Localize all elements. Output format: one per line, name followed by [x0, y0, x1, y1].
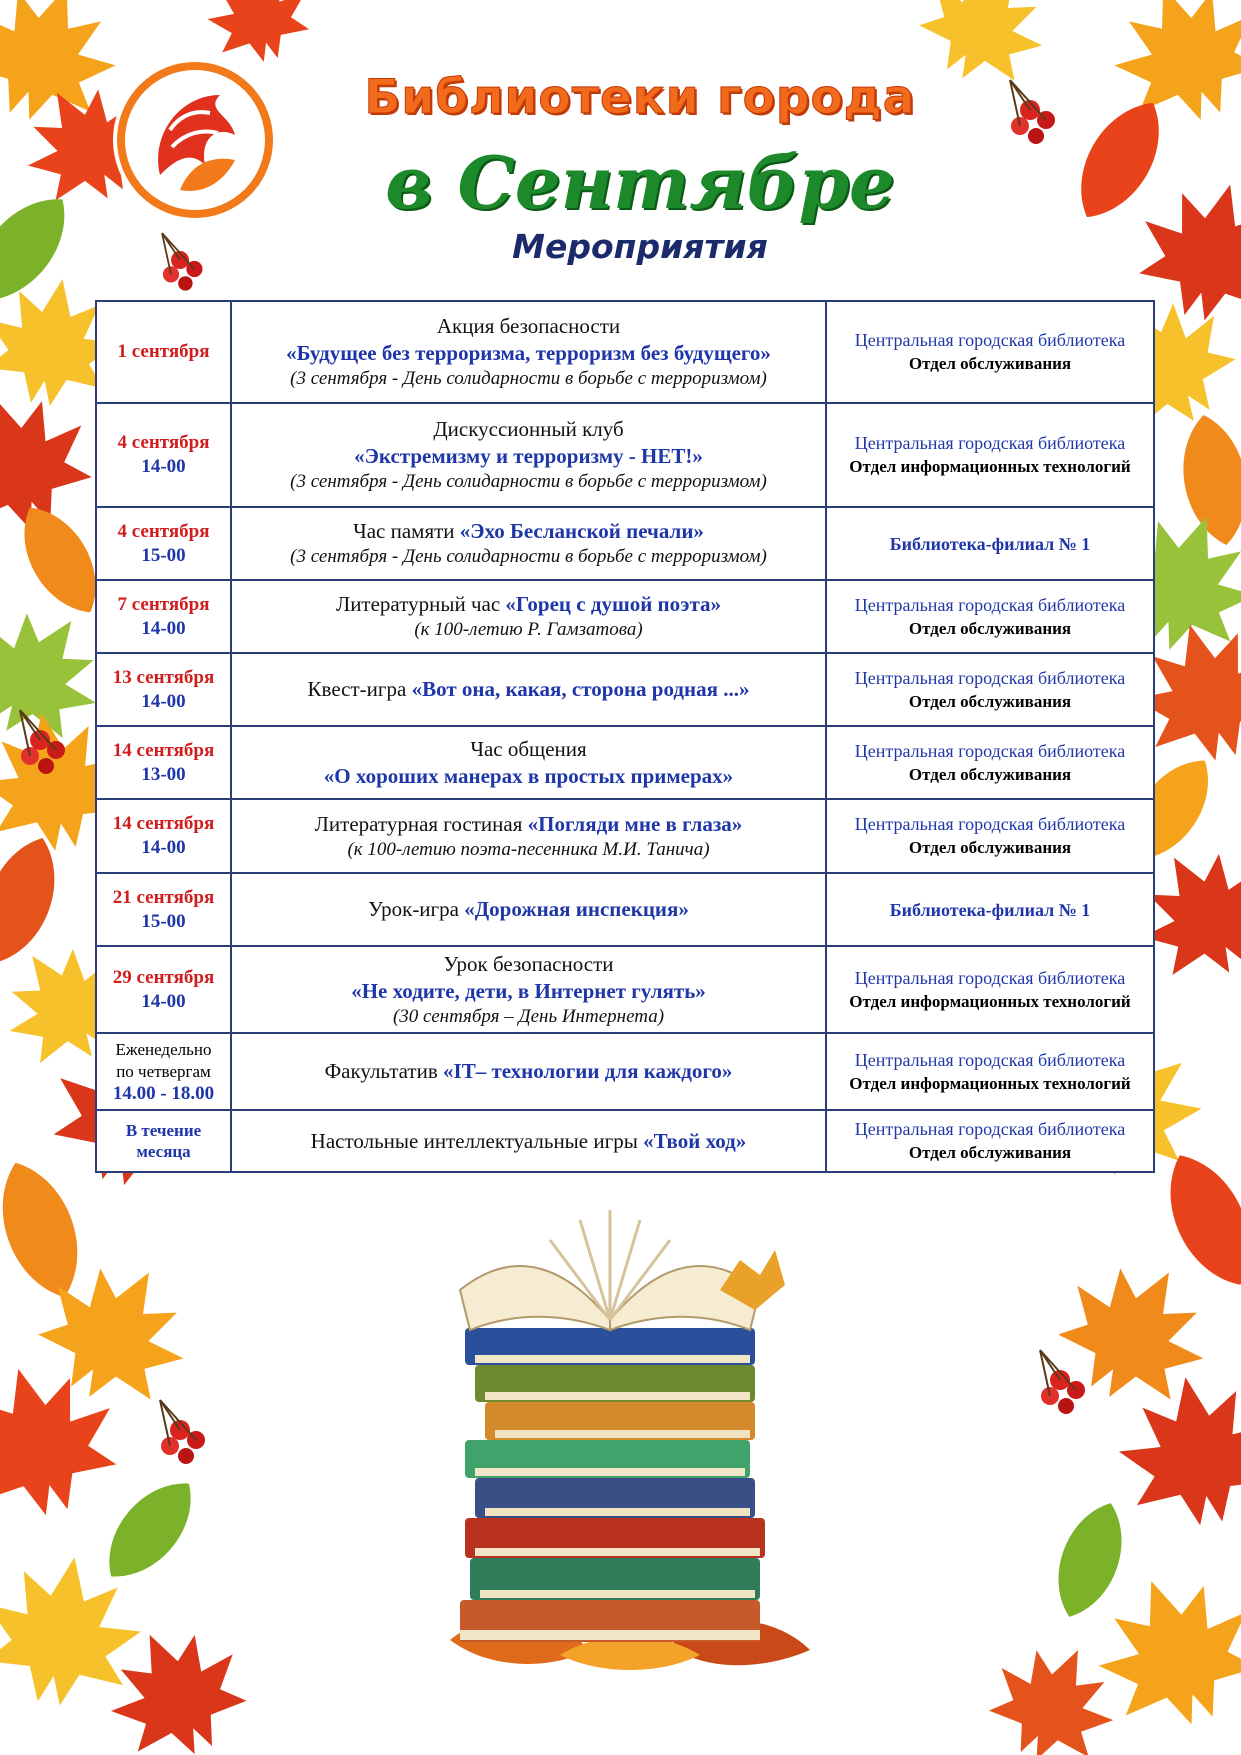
- event-department: Отдел обслуживания: [908, 764, 1072, 784]
- event-row: [96, 1033, 1154, 1110]
- event-cell: [231, 1110, 826, 1172]
- event-place-cell: [826, 799, 1154, 873]
- event-place-cell: [826, 726, 1154, 799]
- book-stack-icon: [440, 1200, 820, 1680]
- event-name: «Горец с душой поэта»: [505, 592, 722, 616]
- event-type: Час памяти: [353, 519, 455, 543]
- event-time: 14-00: [141, 690, 186, 712]
- event-type: Литературная гостиная: [314, 811, 523, 836]
- event-name: «Эхо Бесланской печали»: [459, 519, 704, 543]
- event-cell: [231, 1033, 826, 1110]
- event-date-cell: [96, 403, 231, 507]
- event-department: Отдел информационных технологий: [849, 1073, 1131, 1093]
- event-type: Литературный час: [335, 592, 501, 616]
- event-cell: [231, 653, 826, 726]
- event-name: «Погляди мне в глаза»: [527, 811, 743, 836]
- event-date: 4 сентября: [117, 520, 210, 542]
- event-name: «Не ходите, дети, в Интернет гулять»: [351, 978, 706, 1003]
- event-date: по четвергам: [116, 1061, 211, 1081]
- event-name: «Будущее без терроризма, терроризм без будущего»: [286, 341, 771, 365]
- events-table: [95, 300, 1155, 1173]
- event-date: 13 сентября: [112, 666, 215, 688]
- event-name: «О хороших манерах в простых примерах»: [323, 763, 734, 788]
- event-place-cell: [826, 653, 1154, 726]
- event-date-cell: [96, 1033, 231, 1110]
- event-place-cell: [826, 873, 1154, 946]
- event-place-cell: [826, 1110, 1154, 1172]
- event-place-cell: [826, 403, 1154, 507]
- event-date: 7 сентября: [117, 593, 210, 615]
- event-library: Центральная городская библиотека: [854, 967, 1126, 988]
- event-library: Центральная городская библиотека: [854, 594, 1126, 615]
- event-name: «Дорожная инспекция»: [464, 897, 689, 921]
- event-date-cell: [96, 799, 231, 873]
- event-cell: [231, 873, 826, 946]
- event-date: месяца: [136, 1142, 191, 1161]
- event-date-cell: [96, 653, 231, 726]
- event-date-cell: [96, 946, 231, 1033]
- event-time: 15-00: [141, 544, 186, 566]
- event-date-cell: [96, 1110, 231, 1172]
- event-date: 14 сентября: [112, 813, 215, 834]
- phoenix-logo: [110, 55, 280, 225]
- event-library: Центральная городская библиотека: [854, 1049, 1126, 1070]
- event-date: 14 сентября: [112, 739, 215, 761]
- event-date: В течение: [125, 1121, 202, 1140]
- event-date-cell: [96, 301, 231, 403]
- event-library: Центральная городская библиотека: [854, 667, 1126, 688]
- event-cell: [231, 507, 826, 580]
- event-cell: [231, 946, 826, 1033]
- event-name: «Экстремизму и терроризму - НЕТ!»: [354, 444, 703, 468]
- event-library: Центральная городская библиотека: [854, 740, 1126, 761]
- event-place-cell: [826, 301, 1154, 403]
- event-time: 14-00: [141, 990, 186, 1012]
- poster-subtitle: Мероприятия: [512, 227, 768, 266]
- event-department: Отдел информационных технологий: [849, 457, 1131, 476]
- event-library: Центральная городская библиотека: [854, 1119, 1126, 1139]
- event-date-cell: [96, 507, 231, 580]
- event-department: Отдел обслуживания: [908, 691, 1072, 711]
- event-row: [96, 653, 1154, 726]
- event-type: Факультатив: [324, 1059, 438, 1083]
- poster-title-month: в Сентябре: [385, 140, 895, 225]
- event-cell: [231, 301, 826, 403]
- event-library: Центральная городская библиотека: [854, 433, 1126, 453]
- event-department: Отдел обслуживания: [908, 618, 1072, 638]
- event-cell: [231, 403, 826, 507]
- event-note: (к 100-летию поэта-песенника М.И. Танича): [347, 838, 710, 860]
- event-note: (3 сентября - День солидарности в борьбе с терроризмом): [290, 368, 767, 389]
- event-type: Настольные интеллектуальные игры: [310, 1128, 638, 1153]
- event-row: [96, 1110, 1154, 1172]
- event-type: Акция безопасности: [436, 314, 621, 338]
- event-time: 14-00: [141, 837, 186, 858]
- event-time: 14.00 - 18.00: [112, 1082, 215, 1104]
- event-type: Урок безопасности: [443, 951, 614, 976]
- event-library: Библиотека-филиал № 1: [889, 899, 1091, 920]
- event-department: Отдел обслуживания: [908, 1143, 1072, 1162]
- event-note: (к 100-летию Р. Гамзатова): [414, 619, 643, 640]
- event-time: 13-00: [141, 763, 186, 785]
- event-note: (3 сентября - День солидарности в борьбе с терроризмом): [290, 546, 767, 567]
- event-row: [96, 873, 1154, 946]
- event-time: 14-00: [141, 456, 186, 477]
- event-row: [96, 580, 1154, 653]
- event-type: Квест-игра: [307, 677, 407, 701]
- event-library: Центральная городская библиотека: [854, 330, 1126, 350]
- event-date: 1 сентября: [117, 341, 210, 362]
- event-department: Отдел обслуживания: [908, 354, 1072, 373]
- event-date-cell: [96, 873, 231, 946]
- event-note: (30 сентября – День Интернета): [392, 1005, 665, 1027]
- event-place-cell: [826, 946, 1154, 1033]
- event-row: [96, 946, 1154, 1033]
- event-type: Час общения: [470, 736, 587, 761]
- event-name: «Твой ход»: [643, 1128, 747, 1153]
- event-row: [96, 301, 1154, 403]
- event-row: [96, 799, 1154, 873]
- event-type: Урок-игра: [368, 897, 459, 921]
- event-type: Дискуссионный клуб: [433, 417, 624, 441]
- event-date: 4 сентября: [117, 432, 210, 453]
- event-row: [96, 403, 1154, 507]
- event-date: Еженедельно: [115, 1039, 212, 1059]
- event-place-cell: [826, 580, 1154, 653]
- event-name: «Вот она, какая, сторона родная ...»: [411, 677, 750, 701]
- poster-title: Библиотеки города: [364, 70, 916, 125]
- event-row: [96, 726, 1154, 799]
- event-place-cell: [826, 507, 1154, 580]
- event-time: 14-00: [141, 617, 186, 639]
- event-cell: [231, 580, 826, 653]
- event-place-cell: [826, 1033, 1154, 1110]
- event-date: 21 сентября: [112, 886, 215, 908]
- event-cell: [231, 799, 826, 873]
- event-date: 29 сентября: [112, 966, 215, 988]
- event-time: 15-00: [141, 910, 186, 932]
- event-date-cell: [96, 580, 231, 653]
- event-row: [96, 507, 1154, 580]
- event-date-cell: [96, 726, 231, 799]
- event-library: Центральная городская библиотека: [854, 814, 1126, 834]
- event-note: (3 сентября - День солидарности в борьбе с терроризмом): [290, 471, 767, 492]
- event-department: Отдел обслуживания: [908, 838, 1072, 857]
- event-department: Отдел информационных технологий: [849, 991, 1131, 1011]
- event-cell: [231, 726, 826, 799]
- event-name: «IT– технологии для каждого»: [443, 1059, 733, 1083]
- event-library: Библиотека-филиал № 1: [889, 533, 1091, 554]
